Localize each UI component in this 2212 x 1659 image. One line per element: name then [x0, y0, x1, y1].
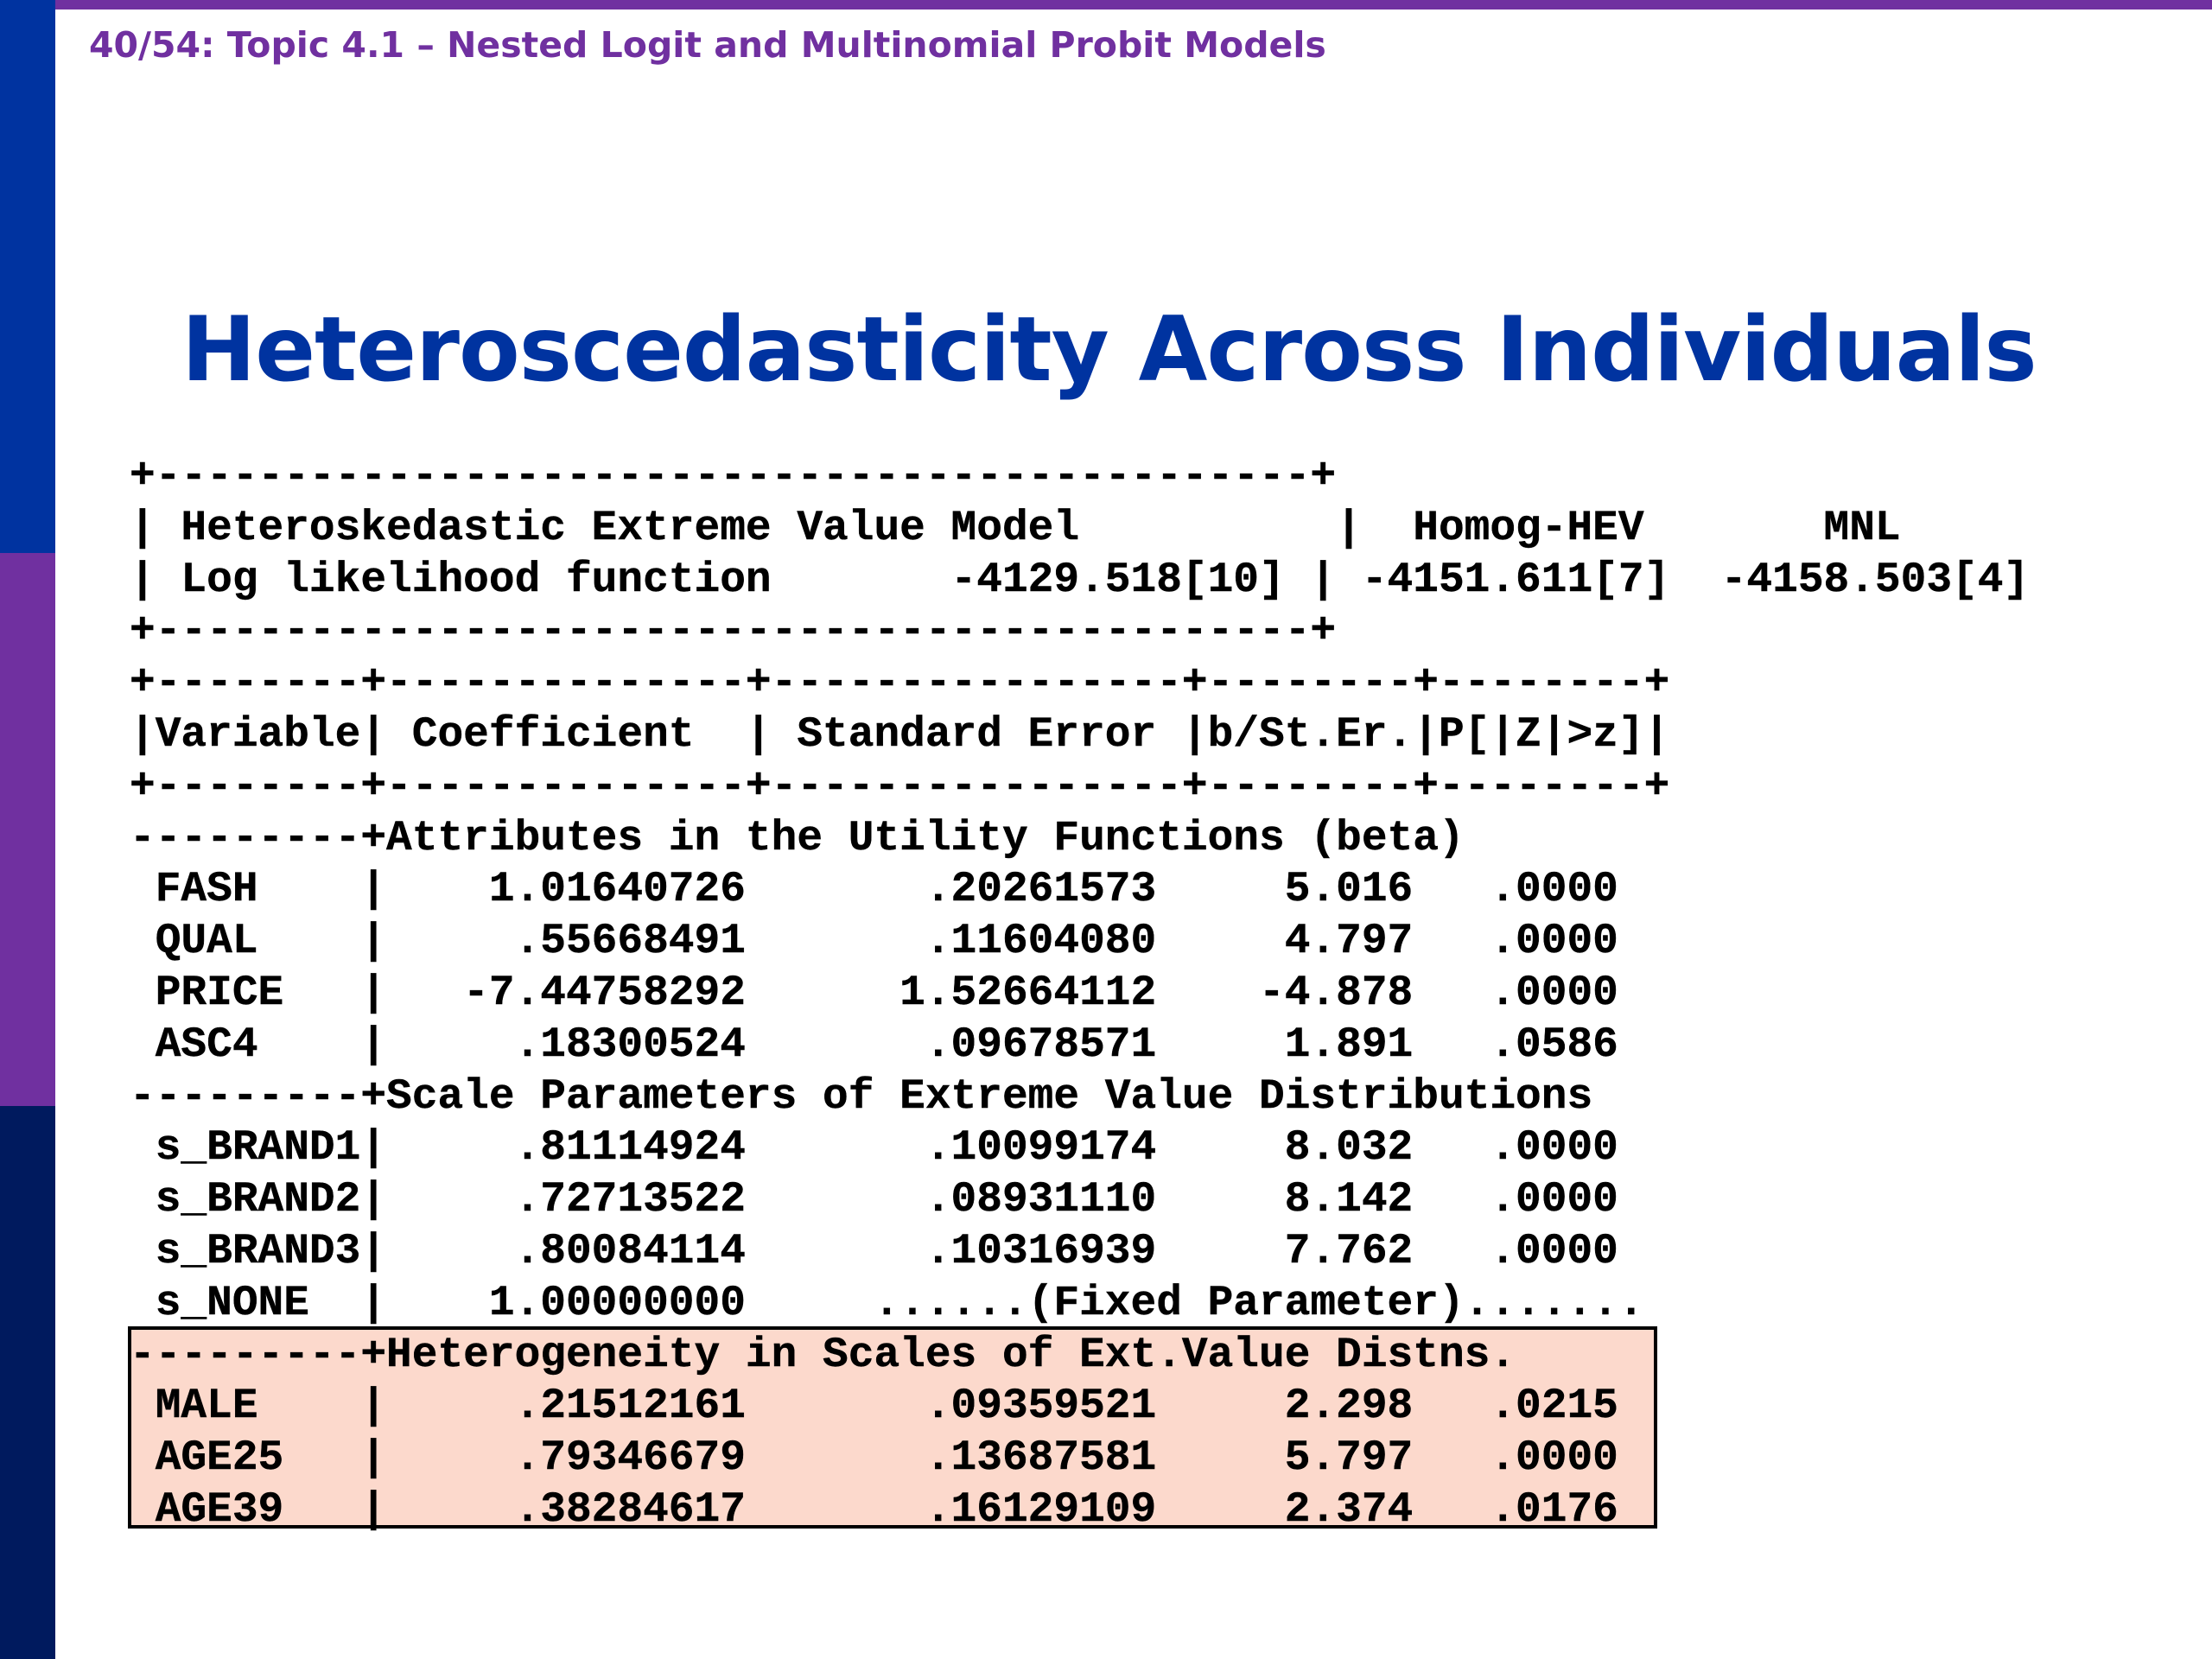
regression-output [130, 451, 2029, 1536]
output-line-log-likelihood: | Log likelihood function -4129.518[10] | -4151.611[7] -4158.503[4] [130, 555, 2030, 604]
output-row-male: MALE | .21512161 .09359521 2.298 .0215 [130, 1382, 1618, 1431]
output-line-section-scale: ---------+Scale Parameters of Extreme Value Distributions [130, 1071, 1593, 1121]
left-bar-segment-purple [0, 553, 55, 1106]
output-line-header-border: +--------+--------------+----------------+--------+--------+ [130, 761, 1670, 810]
top-accent-bar [0, 0, 2212, 10]
slide-title: Heteroscedasticity Across Individuals [181, 298, 2037, 402]
output-line-model-header: | Heteroskedastic Extreme Value Model | Homog-HEV MNL [130, 503, 1901, 552]
output-row-s-none: s_NONE | 1.00000000 ......(Fixed Parameter)....... [130, 1278, 1644, 1327]
output-line-section-heterogeneity: ---------+Heterogeneity in Scales of Ext.Value Distns. [130, 1330, 1516, 1379]
output-line-ll-top-border: +---------------------------------------------+ [130, 452, 1337, 500]
output-row-age25: AGE25 | .79346679 .13687581 5.797 .0000 [130, 1433, 1618, 1483]
left-bar-segment-navy [0, 1106, 55, 1659]
output-row-price: PRICE | -7.44758292 1.52664112 -4.878 .0000 [130, 968, 1618, 1017]
topic-header: 40/54: Topic 4.1 – Nested Logit and Multinomial Probit Models [89, 24, 1326, 66]
output-line-column-headers: |Variable| Coefficient | Standard Error |b/St.Er.|P[|Z|>z]| [130, 709, 1670, 759]
output-line-table-top-border: +--------+--------------+----------------+--------+--------+ [130, 658, 1670, 708]
left-accent-bar [0, 0, 55, 1659]
output-row-qual: QUAL | .55668491 .11604080 4.797 .0000 [130, 917, 1618, 966]
output-row-s-brand3: s_BRAND3| .80084114 .10316939 7.762 .0000 [130, 1226, 1618, 1275]
output-row-fash: FASH | 1.01640726 .20261573 5.016 .0000 [130, 865, 1618, 914]
left-bar-segment-blue [0, 0, 55, 553]
output-row-s-brand1: s_BRAND1| .81114924 .10099174 8.032 .0000 [130, 1123, 1618, 1173]
output-line-ll-bottom-border: +---------------------------------------------+ [130, 607, 1337, 656]
output-row-age39: AGE39 | .38284617 .16129109 2.374 .0176 [130, 1484, 1618, 1534]
output-row-s-brand2: s_BRAND2| .72713522 .08931110 8.142 .0000 [130, 1175, 1618, 1224]
output-line-section-attributes: ---------+Attributes in the Utility Functions (beta) [130, 813, 1465, 862]
output-row-asc4: ASC4 | .18300524 .09678571 1.891 .0586 [130, 1020, 1618, 1069]
